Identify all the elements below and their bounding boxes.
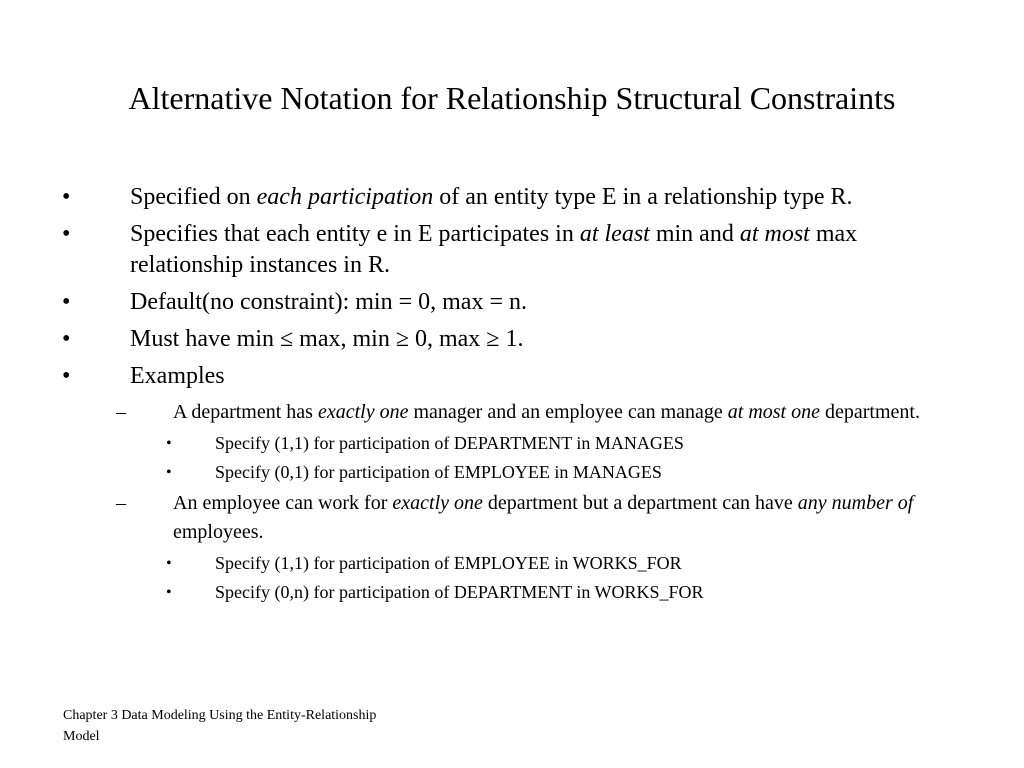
example-emphasis: exactly one [392, 492, 483, 514]
example-text: A department has [173, 401, 318, 423]
bullet-emphasis: each participation [256, 184, 434, 210]
sub-item [0, 551, 1024, 576]
bullet-marker: • [62, 363, 71, 389]
bullet-item-default [0, 287, 1024, 318]
example-text: department but a department can have [482, 492, 798, 514]
sub-item-text: Specify (0,n) for participation of DEPARTMENT in WORKS_FOR [215, 582, 704, 602]
bullet-item-specifies-that [0, 219, 1024, 281]
bullet-text: Must have min ≤ max, min ≥ 0, max ≥ 1. [130, 326, 524, 352]
bullet-text: Specifies that each entity e in E participates in [130, 221, 580, 247]
bullet-emphasis: at most [739, 221, 810, 247]
bullet-marker: • [62, 289, 71, 315]
bullet-marker: • [62, 221, 71, 247]
sub-item [0, 431, 1024, 456]
example-text: department. [819, 401, 920, 423]
slide-title: Alternative Notation for Relationship Structural Constraints [128, 80, 896, 116]
bullet-item-must-have [0, 324, 1024, 355]
bullet-text: max relationship instances in R. [130, 221, 858, 278]
sub-item [0, 460, 1024, 485]
bullet-text: Specified on [130, 184, 257, 210]
example-emphasis: exactly one [317, 401, 409, 423]
bullet-marker: • [166, 435, 172, 452]
bullet-marker: • [166, 464, 172, 481]
example-item-department [0, 398, 1024, 427]
bullet-marker: • [166, 584, 172, 601]
dash-marker: – [116, 401, 126, 423]
bullet-marker: • [62, 184, 71, 210]
example-text: An employee can work for [173, 492, 393, 514]
bullet-text: min and [649, 221, 740, 247]
slide-footer: Chapter 3 Data Modeling Using the Entity-Relationship Model [63, 708, 377, 744]
sub-item [0, 580, 1024, 605]
example-text: employees. [173, 521, 264, 543]
slide-body [0, 182, 1024, 609]
bullet-text: Default(no constraint): min = 0, max = n. [130, 289, 527, 315]
bullet-text: Examples [130, 363, 225, 389]
example-emphasis: at most one [727, 401, 820, 423]
sub-item-text: Specify (1,1) for participation of DEPARTMENT in MANAGES [215, 433, 684, 453]
bullet-marker: • [62, 326, 71, 352]
bullet-text: of an entity type E in a relationship type R. [433, 184, 853, 210]
bullet-item-examples [0, 361, 1024, 392]
dash-marker: – [116, 492, 126, 514]
bullet-emphasis: at least [579, 221, 650, 247]
sub-item-text: Specify (0,1) for participation of EMPLOYEE in MANAGES [215, 462, 662, 482]
example-item-employee [0, 489, 1024, 547]
sub-item-text: Specify (1,1) for participation of EMPLOYEE in WORKS_FOR [215, 553, 682, 573]
example-text: manager and an employee can manage [408, 401, 728, 423]
bullet-item-specified-on [0, 182, 1024, 213]
bullet-marker: • [166, 555, 172, 572]
example-emphasis: any number of [797, 492, 914, 514]
